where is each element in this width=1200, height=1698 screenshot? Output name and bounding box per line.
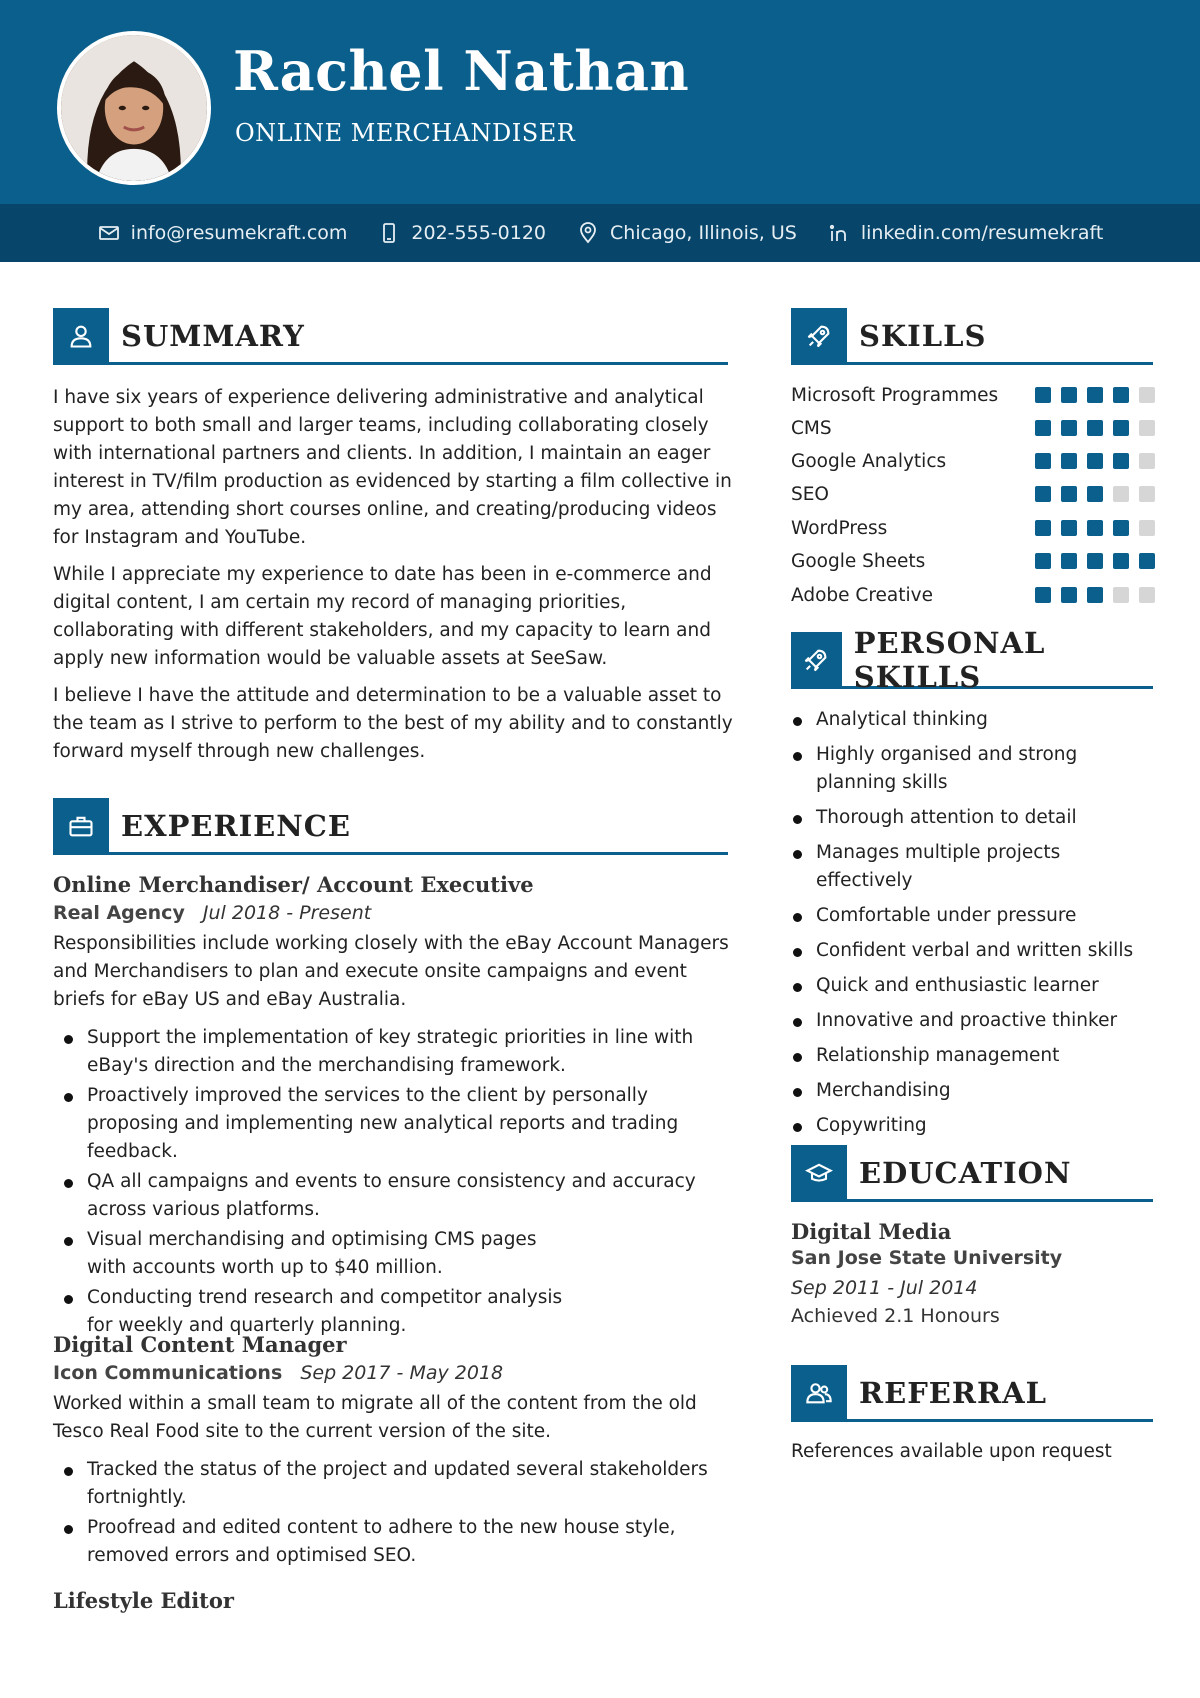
map-pin-icon bbox=[576, 221, 600, 245]
candidate-title: ONLINE MERCHANDISER bbox=[235, 119, 576, 147]
skill-rating bbox=[1035, 420, 1155, 436]
education-dates: Sep 2011 - Jul 2014 bbox=[791, 1277, 978, 1299]
phone-text: 202-555-0120 bbox=[411, 222, 547, 244]
job-1-meta bbox=[53, 902, 371, 924]
skills-icon-box bbox=[791, 308, 847, 364]
rating-square-filled bbox=[1139, 553, 1155, 569]
education-heading: EDUCATION bbox=[859, 1155, 1072, 1190]
list-item: Thorough attention to detail bbox=[791, 804, 1161, 832]
list-item: Quick and enthusiastic learner bbox=[791, 972, 1161, 1000]
rocket-icon bbox=[805, 322, 833, 350]
personal-skills-icon-box bbox=[791, 632, 842, 688]
education-result: Achieved 2.1 Honours bbox=[791, 1305, 1000, 1327]
summary-paragraph-1: I have six years of experience delivering administrative and analytical support to both small and larger teams, including collaborating closely with international partners and clients. In addition, I maintain an eager interest in TV/film production as evidenced by starting a film collective in my area, attending short courses online, and creating/producing videos for Instagram and YouTube. bbox=[53, 387, 732, 548]
education-section-header bbox=[791, 1146, 1153, 1202]
referral-section-header bbox=[791, 1366, 1153, 1422]
skill-rating bbox=[1035, 587, 1155, 603]
job-3-title: Lifestyle Editor bbox=[53, 1588, 234, 1613]
linkedin-icon bbox=[827, 221, 851, 245]
rating-square-filled bbox=[1035, 420, 1051, 436]
rating-square-filled bbox=[1087, 553, 1103, 569]
personal-skills-heading: PERSONAL SKILLS bbox=[853, 625, 1046, 694]
skill-row bbox=[791, 380, 1155, 410]
list-item: Manages multiple projects effectively bbox=[791, 839, 1161, 895]
rating-square-filled bbox=[1035, 486, 1051, 502]
rating-square-filled bbox=[1061, 453, 1077, 469]
skill-rating bbox=[1035, 453, 1155, 469]
rocket-icon bbox=[802, 646, 830, 674]
list-item: Proofread and edited content to adhere to the new house style, removed errors and optimised SEO. bbox=[53, 1514, 743, 1570]
personal-skills-list bbox=[791, 706, 1161, 1147]
skills-section-header bbox=[791, 309, 1153, 365]
rating-square-empty bbox=[1139, 453, 1155, 469]
skill-rating bbox=[1035, 387, 1155, 403]
list-item: Copywriting bbox=[791, 1112, 1161, 1140]
job-2-description: Worked within a small team to migrate all of the content from the old Tesco Real Food site to the current version of the site. bbox=[53, 1393, 697, 1442]
skill-row bbox=[791, 546, 1155, 576]
rating-square-filled bbox=[1113, 520, 1129, 536]
job-1-company: Real Agency bbox=[53, 902, 185, 924]
rating-square-filled bbox=[1061, 486, 1077, 502]
list-item: QA all campaigns and events to ensure consistency and accuracy across various platforms. bbox=[53, 1168, 743, 1224]
location-text: Chicago, Illinois, US bbox=[610, 222, 797, 244]
education-degree: Digital Media bbox=[791, 1219, 952, 1244]
job-1-description: Responsibilities include working closely with the eBay Account Managers and Merchandisers to plan and execute onsite campaigns and event briefs for eBay US and eBay Australia. bbox=[53, 933, 729, 1010]
skill-name: Google Analytics bbox=[791, 450, 947, 472]
list-item: Confident verbal and written skills bbox=[791, 937, 1161, 965]
rating-square-filled bbox=[1035, 520, 1051, 536]
list-item: Conducting trend research and competitor analysis for weekly and quarterly planning. bbox=[53, 1284, 743, 1340]
skill-rating bbox=[1035, 553, 1155, 569]
skill-row bbox=[791, 580, 1155, 610]
rating-square-filled bbox=[1087, 453, 1103, 469]
rating-square-filled bbox=[1087, 387, 1103, 403]
skill-row bbox=[791, 413, 1155, 443]
experience-icon-box bbox=[53, 798, 109, 854]
job-2-title: Digital Content Manager bbox=[53, 1332, 347, 1357]
job-2-dates: Sep 2017 - May 2018 bbox=[300, 1362, 504, 1384]
briefcase-icon bbox=[67, 812, 95, 840]
rating-square-filled bbox=[1061, 387, 1077, 403]
contact-linkedin[interactable] bbox=[827, 221, 1104, 245]
skill-name: Google Sheets bbox=[791, 550, 926, 572]
list-item: Support the implementation of key strategic priorities in line with eBay's direction and the merchandising framework. bbox=[53, 1024, 743, 1080]
rating-square-filled bbox=[1061, 587, 1077, 603]
rating-square-filled bbox=[1061, 553, 1077, 569]
referral-heading: REFERRAL bbox=[859, 1375, 1047, 1410]
list-item: Highly organised and strong planning skills bbox=[791, 741, 1161, 797]
envelope-icon bbox=[97, 221, 121, 245]
graduation-cap-icon bbox=[805, 1159, 833, 1187]
skill-rating bbox=[1035, 520, 1155, 536]
experience-heading: EXPERIENCE bbox=[121, 808, 351, 843]
list-item: Analytical thinking bbox=[791, 706, 1161, 734]
skill-rating bbox=[1035, 486, 1155, 502]
skill-name: WordPress bbox=[791, 517, 888, 539]
summary-heading: SUMMARY bbox=[121, 318, 305, 353]
list-item: Proactively improved the services to the client by personally proposing and implementing new analytical reports and trading feedback. bbox=[53, 1082, 743, 1166]
rating-square-empty bbox=[1139, 520, 1155, 536]
profile-photo bbox=[57, 31, 211, 185]
rating-square-filled bbox=[1087, 587, 1103, 603]
rating-square-filled bbox=[1061, 420, 1077, 436]
list-item: Merchandising bbox=[791, 1077, 1161, 1105]
skill-name: SEO bbox=[791, 483, 829, 505]
summary-icon-box bbox=[53, 308, 109, 364]
rating-square-filled bbox=[1113, 420, 1129, 436]
rating-square-filled bbox=[1087, 486, 1103, 502]
skill-name: Microsoft Programmes bbox=[791, 384, 999, 406]
skill-name: Adobe Creative bbox=[791, 584, 933, 606]
contact-location bbox=[576, 221, 797, 245]
rating-square-filled bbox=[1035, 587, 1051, 603]
contact-phone[interactable] bbox=[377, 221, 546, 245]
email-text: info@resumekraft.com bbox=[130, 222, 348, 244]
personal-skills-section-header bbox=[791, 625, 1153, 694]
skills-heading: SKILLS bbox=[859, 318, 987, 353]
summary-paragraph-2: While I appreciate my experience to date has been in e-commerce and digital content, I am certain my record of managing priorities, collaborating with different stakeholders, and my capacity to learn and apply new information would be valuable assets at SeeSaw. bbox=[53, 564, 712, 669]
rating-square-filled bbox=[1035, 387, 1051, 403]
contact-bar bbox=[0, 204, 1200, 262]
list-item: Tracked the status of the project and updated several stakeholders fortnightly. bbox=[53, 1456, 743, 1512]
job-2-company: Icon Communications bbox=[53, 1362, 283, 1384]
rating-square-empty bbox=[1113, 486, 1129, 502]
rating-square-filled bbox=[1113, 453, 1129, 469]
skill-name: CMS bbox=[791, 417, 832, 439]
rating-square-empty bbox=[1139, 387, 1155, 403]
skill-row bbox=[791, 513, 1155, 543]
users-icon bbox=[805, 1379, 833, 1407]
experience-section-header bbox=[53, 799, 728, 855]
job-1-dates: Jul 2018 - Present bbox=[202, 902, 372, 924]
rating-square-empty bbox=[1139, 420, 1155, 436]
linkedin-text: linkedin.com/resumekraft bbox=[860, 222, 1104, 244]
skill-row bbox=[791, 446, 1155, 476]
rating-square-filled bbox=[1087, 420, 1103, 436]
rating-square-filled bbox=[1035, 553, 1051, 569]
list-item: Relationship management bbox=[791, 1042, 1161, 1070]
referral-text: References available upon request bbox=[791, 1441, 1112, 1462]
rating-square-filled bbox=[1087, 520, 1103, 536]
list-item: Comfortable under pressure bbox=[791, 902, 1161, 930]
list-item: Visual merchandising and optimising CMS pages with accounts worth up to $40 million. bbox=[53, 1226, 743, 1282]
rating-square-filled bbox=[1113, 387, 1129, 403]
rating-square-filled bbox=[1113, 553, 1129, 569]
rating-square-filled bbox=[1061, 520, 1077, 536]
education-school: San Jose State University bbox=[791, 1247, 1063, 1269]
education-icon-box bbox=[791, 1145, 847, 1201]
list-item: Innovative and proactive thinker bbox=[791, 1007, 1161, 1035]
job-2-meta bbox=[53, 1362, 503, 1384]
summary-section-header bbox=[53, 309, 728, 365]
portrait-image bbox=[61, 35, 207, 181]
job-2-bullets bbox=[53, 1456, 743, 1572]
rating-square-filled bbox=[1035, 453, 1051, 469]
rating-square-empty bbox=[1113, 587, 1129, 603]
referral-icon-box bbox=[791, 1365, 847, 1421]
job-1-bullets bbox=[53, 1024, 743, 1342]
summary-paragraph-3: I believe I have the attitude and determination to be a valuable asset to the team as I strive to perform to the best of my ability and to constantly forward myself through new challenges. bbox=[53, 685, 733, 762]
candidate-name: Rachel Nathan bbox=[233, 39, 690, 103]
resume-header bbox=[0, 0, 1200, 204]
skill-row bbox=[791, 479, 1155, 509]
rating-square-empty bbox=[1139, 587, 1155, 603]
mobile-phone-icon bbox=[377, 221, 401, 245]
rating-square-empty bbox=[1139, 486, 1155, 502]
contact-email[interactable] bbox=[97, 221, 348, 245]
user-icon bbox=[67, 322, 95, 350]
job-1-title: Online Merchandiser/ Account Executive bbox=[53, 872, 534, 897]
